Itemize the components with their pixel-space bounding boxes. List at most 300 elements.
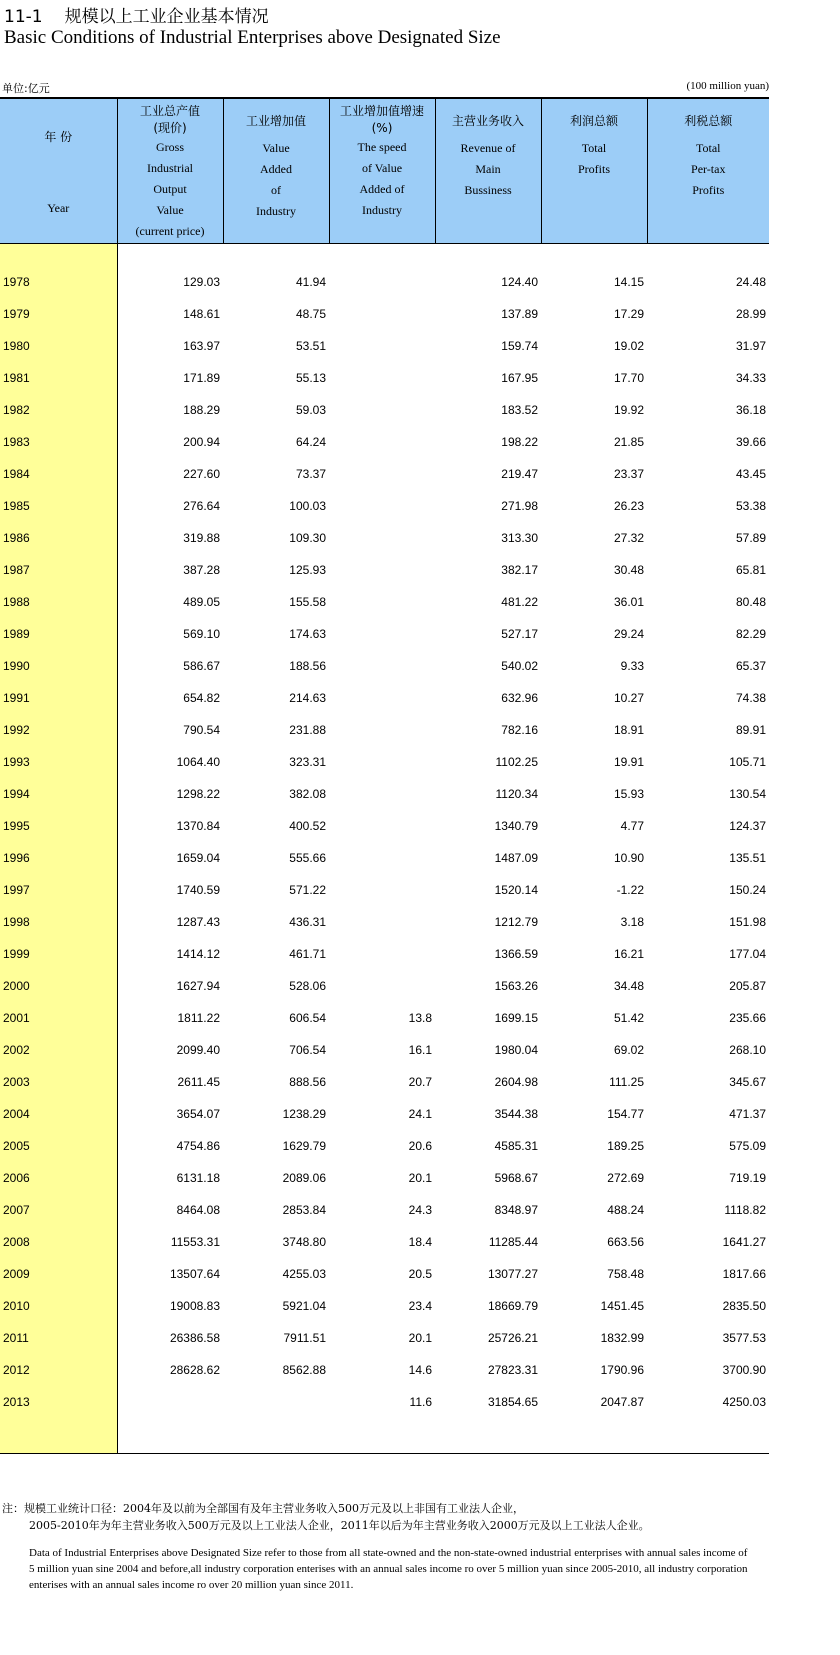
value-cell: [329, 578, 435, 610]
table-row: [0, 1282, 769, 1314]
value-cell: 36.01: [613, 595, 644, 609]
value-cell: 183.52: [501, 403, 538, 417]
value-cell: 1370.84: [176, 819, 220, 833]
value-cell: 80.48: [735, 595, 766, 609]
value-cell: 1790.96: [600, 1363, 644, 1377]
footnote-cn-line1: 注：规模工业统计口径：2004年及以前为全部国有及年主营业务收入500万元及以上非国有工业法人企业，: [2, 1502, 524, 1515]
data-table: [0, 97, 769, 1454]
value-cell: [329, 770, 435, 802]
value-cell: 5921.04: [282, 1299, 326, 1313]
table-row: [0, 674, 769, 706]
column-header-en: Total Per-tax Profits: [691, 141, 726, 197]
table-row: [0, 930, 769, 962]
value-cell: 2611.45: [177, 1075, 220, 1089]
value-cell: 189.25: [607, 1139, 644, 1153]
value-cell: 1641.27: [722, 1235, 766, 1249]
value-cell: 198.22: [501, 435, 538, 449]
value-cell: 14.6: [408, 1363, 432, 1377]
unit-label-chinese: 单位:亿元: [2, 82, 50, 95]
value-cell: 17.29: [613, 307, 644, 321]
value-cell: 1340.79: [494, 819, 538, 833]
year-cell: 1997: [0, 866, 117, 898]
value-cell: [329, 642, 435, 674]
year-cell: 1989: [0, 610, 117, 642]
value-cell: 1832.99: [600, 1331, 644, 1345]
value-cell: 1118.82: [724, 1203, 766, 1217]
value-cell: 13507.64: [169, 1267, 220, 1281]
value-cell: 790.54: [183, 723, 220, 737]
value-cell: 48.75: [295, 307, 326, 321]
value-cell: 1699.15: [494, 1011, 538, 1025]
value-cell: [329, 354, 435, 386]
value-cell: 171.89: [183, 371, 220, 385]
year-cell: 2007: [0, 1186, 117, 1218]
table-row: [0, 770, 769, 802]
value-cell: 89.91: [735, 723, 766, 737]
column-header-cn: 主营业务收入: [451, 114, 524, 128]
value-cell: 23.37: [613, 467, 644, 481]
table-title-chinese: [4, 2, 269, 27]
year-cell: 1994: [0, 770, 117, 802]
value-cell: 150.24: [729, 883, 766, 897]
year-cell: 2010: [0, 1282, 117, 1314]
table-row: [0, 1378, 769, 1410]
value-cell: 5968.67: [494, 1171, 538, 1185]
column-header-cn: 年 份: [44, 130, 73, 144]
value-cell: 20.1: [408, 1171, 432, 1185]
value-cell: 1659.04: [176, 851, 220, 865]
table-row: [0, 418, 769, 450]
year-cell: 2000: [0, 962, 117, 994]
value-cell: 65.81: [735, 563, 766, 577]
value-cell: 26386.58: [169, 1331, 220, 1345]
value-cell: 18.4: [408, 1235, 432, 1249]
footnote-chinese: [2, 1500, 749, 1534]
value-cell: 137.89: [501, 307, 538, 321]
spacer-row: [0, 243, 769, 258]
value-cell: 53.51: [295, 339, 326, 353]
value-cell: 1287.43: [176, 915, 220, 929]
value-cell: 8464.08: [176, 1203, 220, 1217]
column-header-revenue: [435, 98, 541, 243]
year-cell: 2013: [0, 1378, 117, 1410]
table-row: [0, 1250, 769, 1282]
value-cell: 1811.22: [177, 1011, 220, 1025]
year-cell: 1980: [0, 322, 117, 354]
value-cell: 27.32: [613, 531, 644, 545]
table-row: [0, 802, 769, 834]
value-cell: 436.31: [289, 915, 326, 929]
value-cell: 4255.03: [282, 1267, 326, 1281]
year-cell: 1978: [0, 258, 117, 290]
value-cell: 16.1: [408, 1043, 432, 1057]
column-header-total-profits: [541, 98, 647, 243]
value-cell: [223, 1378, 329, 1410]
value-cell: 11.6: [409, 1395, 432, 1409]
value-cell: 1414.12: [176, 947, 220, 961]
value-cell: 663.56: [607, 1235, 644, 1249]
year-cell: 2012: [0, 1346, 117, 1378]
value-cell: 888.56: [289, 1075, 326, 1089]
header-row: [0, 98, 769, 243]
table-row: [0, 1346, 769, 1378]
value-cell: 654.82: [183, 691, 220, 705]
value-cell: 231.88: [289, 723, 326, 737]
unit-label-english: (100 million yuan): [686, 80, 769, 92]
value-cell: 20.1: [408, 1331, 432, 1345]
year-cell: 1981: [0, 354, 117, 386]
value-cell: 3.18: [620, 915, 644, 929]
value-cell: 20.6: [408, 1139, 432, 1153]
table-number: 11-1: [4, 7, 43, 27]
column-header-en: Total Profits: [577, 141, 610, 176]
value-cell: 4754.86: [176, 1139, 220, 1153]
value-cell: 706.54: [289, 1043, 326, 1057]
table-row: [0, 290, 769, 322]
table-body: [0, 243, 769, 1453]
value-cell: 20.7: [408, 1075, 432, 1089]
value-cell: 3654.07: [176, 1107, 220, 1121]
value-cell: 319.88: [183, 531, 220, 545]
value-cell: [329, 450, 435, 482]
value-cell: 1740.59: [176, 883, 220, 897]
column-header-value-added-speed: [329, 98, 435, 243]
value-cell: 18669.79: [487, 1299, 538, 1313]
value-cell: 30.48: [613, 563, 644, 577]
value-cell: 124.40: [501, 275, 538, 289]
year-cell: 2004: [0, 1090, 117, 1122]
value-cell: 4585.31: [494, 1139, 538, 1153]
value-cell: 148.61: [183, 307, 220, 321]
table-row: [0, 610, 769, 642]
value-cell: 10.90: [613, 851, 644, 865]
value-cell: -1.22: [616, 883, 644, 897]
end-spacer-row: [0, 1410, 769, 1453]
year-cell: 1990: [0, 642, 117, 674]
table-row: [0, 1314, 769, 1346]
table-row: [0, 1186, 769, 1218]
value-cell: 59.03: [295, 403, 326, 417]
year-cell: 2001: [0, 994, 117, 1026]
value-cell: 24.1: [408, 1107, 432, 1121]
table-row: [0, 1026, 769, 1058]
value-cell: 15.93: [613, 787, 644, 801]
column-header-cn: 工业增加值增速 (%): [339, 104, 424, 135]
value-cell: 130.54: [729, 787, 766, 801]
table-row: [0, 258, 769, 290]
value-cell: 782.16: [501, 723, 538, 737]
value-cell: 1212.79: [494, 915, 538, 929]
value-cell: 3544.38: [494, 1107, 538, 1121]
value-cell: 27823.31: [487, 1363, 538, 1377]
value-cell: 174.63: [289, 627, 326, 641]
value-cell: [329, 258, 435, 290]
value-cell: 555.66: [289, 851, 326, 865]
value-cell: 21.85: [613, 435, 644, 449]
footnotes: [2, 1500, 749, 1593]
column-header-en: Year: [47, 201, 70, 215]
value-cell: 20.5: [408, 1267, 432, 1281]
value-cell: 8562.88: [282, 1363, 326, 1377]
footnote-cn-line2: 2005-2010年为年主营业务收入500万元及以上工业法人企业，2011年以后为年主营业务收入2000万元及以上工业法人企业。: [29, 1519, 650, 1532]
value-cell: 276.64: [183, 499, 220, 513]
value-cell: 1238.29: [282, 1107, 326, 1121]
year-cell: 1986: [0, 514, 117, 546]
column-header-pretax-profits: [647, 98, 769, 243]
value-cell: 159.74: [501, 339, 538, 353]
year-cell: 1988: [0, 578, 117, 610]
value-cell: 382.08: [289, 787, 326, 801]
value-cell: 1627.94: [176, 979, 220, 993]
value-cell: 64.24: [295, 435, 326, 449]
value-cell: 313.30: [501, 531, 538, 545]
value-cell: 1298.22: [176, 787, 220, 801]
value-cell: [329, 802, 435, 834]
table-row: [0, 1122, 769, 1154]
value-cell: 387.28: [183, 563, 220, 577]
value-cell: 109.30: [289, 531, 326, 545]
value-cell: 69.02: [613, 1043, 644, 1057]
value-cell: 4250.03: [722, 1395, 766, 1409]
table-row: [0, 1090, 769, 1122]
year-cell: 1982: [0, 386, 117, 418]
year-cell: 1979: [0, 290, 117, 322]
value-cell: 10.27: [613, 691, 644, 705]
value-cell: 74.38: [735, 691, 766, 705]
value-cell: [329, 706, 435, 738]
table-title-english: Basic Conditions of Industrial Enterprises above Designated Size: [4, 27, 501, 48]
value-cell: 1563.26: [494, 979, 538, 993]
value-cell: 586.67: [183, 659, 220, 673]
value-cell: 11553.31: [170, 1235, 220, 1249]
year-cell: 1987: [0, 546, 117, 578]
value-cell: 28628.62: [169, 1363, 220, 1377]
table-row: [0, 642, 769, 674]
value-cell: 19.92: [613, 403, 644, 417]
value-cell: 606.54: [289, 1011, 326, 1025]
value-cell: 527.17: [501, 627, 538, 641]
value-cell: 43.45: [735, 467, 766, 481]
table-row: [0, 1154, 769, 1186]
value-cell: 14.15: [613, 275, 644, 289]
value-cell: 125.93: [289, 563, 326, 577]
value-cell: 1102.25: [495, 755, 538, 769]
value-cell: 53.38: [735, 499, 766, 513]
value-cell: 489.05: [183, 595, 220, 609]
value-cell: 3748.80: [282, 1235, 326, 1249]
value-cell: 25726.21: [487, 1331, 538, 1345]
value-cell: [329, 962, 435, 994]
table-row: [0, 546, 769, 578]
value-cell: 34.33: [735, 371, 766, 385]
year-cell: 1996: [0, 834, 117, 866]
year-cell: 2011: [0, 1314, 117, 1346]
year-cell: 1984: [0, 450, 117, 482]
year-cell: 1993: [0, 738, 117, 770]
value-cell: [329, 322, 435, 354]
value-cell: 569.10: [183, 627, 220, 641]
value-cell: 6131.18: [176, 1171, 220, 1185]
table-row: [0, 706, 769, 738]
column-header-cn: 工业增加值: [245, 114, 306, 128]
value-cell: 719.19: [729, 1171, 766, 1185]
value-cell: 24.48: [735, 275, 766, 289]
value-cell: 26.23: [613, 499, 644, 513]
value-cell: 2089.06: [282, 1171, 326, 1185]
table-row: [0, 514, 769, 546]
value-cell: 758.48: [607, 1267, 644, 1281]
table-row: [0, 322, 769, 354]
column-header-cn: 利润总额: [569, 114, 618, 128]
value-cell: 18.91: [613, 723, 644, 737]
table-row: [0, 738, 769, 770]
year-cell: 2008: [0, 1218, 117, 1250]
table-row: [0, 482, 769, 514]
value-cell: 19.91: [613, 755, 644, 769]
value-cell: 155.58: [289, 595, 326, 609]
value-cell: 575.09: [729, 1139, 766, 1153]
value-cell: 111.25: [609, 1075, 644, 1089]
value-cell: 16.21: [613, 947, 644, 961]
value-cell: [329, 738, 435, 770]
value-cell: 13.8: [408, 1011, 432, 1025]
year-cell: 2002: [0, 1026, 117, 1058]
value-cell: 29.24: [613, 627, 644, 641]
value-cell: 9.33: [620, 659, 644, 673]
value-cell: 28.99: [735, 307, 766, 321]
footnote-english: Data of Industrial Enterprises above Designated Size refer to those from all state-owned and the non-state-owned industrial enterprises with annual sales income of 5 million yuan sine 2004 and before,all industry corporation enterises with an annual sales income ro over 5 million yuan since 2005-2010, all industry corporation enterises with an annual sales income ro over 20 million yuan since 2011.: [29, 1547, 748, 1591]
column-header-en: The speed of Value Added of Industry: [357, 140, 407, 217]
value-cell: 73.37: [295, 467, 326, 481]
value-cell: 177.04: [729, 947, 766, 961]
value-cell: 57.89: [735, 531, 766, 545]
table-row: [0, 834, 769, 866]
value-cell: 2853.84: [282, 1203, 326, 1217]
value-cell: [329, 418, 435, 450]
value-cell: 129.03: [183, 275, 220, 289]
value-cell: 135.51: [729, 851, 766, 865]
value-cell: 272.69: [607, 1171, 644, 1185]
value-cell: 55.13: [295, 371, 326, 385]
value-cell: 105.71: [729, 755, 766, 769]
value-cell: [329, 866, 435, 898]
column-header-en: Revenue of Main Bussiness: [460, 141, 516, 197]
column-header-year: [0, 98, 117, 243]
value-cell: 2835.50: [722, 1299, 766, 1313]
value-cell: 3700.90: [722, 1363, 766, 1377]
value-cell: 4.77: [620, 819, 644, 833]
value-cell: 19008.83: [169, 1299, 220, 1313]
value-cell: 571.22: [289, 883, 326, 897]
value-cell: 151.98: [729, 915, 766, 929]
value-cell: 235.66: [729, 1011, 766, 1025]
value-cell: 39.66: [735, 435, 766, 449]
table-row: [0, 386, 769, 418]
table-row: [0, 450, 769, 482]
column-header-cn: 工业总产值 (现价): [139, 104, 200, 135]
value-cell: 24.3: [408, 1203, 432, 1217]
column-header-en: Gross Industrial Output Value (current price): [135, 140, 205, 238]
value-cell: 82.29: [735, 627, 766, 641]
value-cell: 488.24: [607, 1203, 644, 1217]
column-header-value-added: [223, 98, 329, 243]
year-cell: 1992: [0, 706, 117, 738]
value-cell: 400.52: [289, 819, 326, 833]
year-cell: 1991: [0, 674, 117, 706]
year-cell: 1998: [0, 898, 117, 930]
value-cell: 345.67: [729, 1075, 766, 1089]
year-cell: 2009: [0, 1250, 117, 1282]
value-cell: 1520.14: [494, 883, 538, 897]
year-cell: 1983: [0, 418, 117, 450]
value-cell: 17.70: [613, 371, 644, 385]
value-cell: 11285.44: [488, 1235, 538, 1249]
value-cell: 1451.45: [600, 1299, 644, 1313]
value-cell: 2099.40: [176, 1043, 220, 1057]
value-cell: 3577.53: [722, 1331, 766, 1345]
value-cell: 471.37: [729, 1107, 766, 1121]
value-cell: 8348.97: [494, 1203, 538, 1217]
value-cell: 51.42: [613, 1011, 644, 1025]
value-cell: 23.4: [408, 1299, 432, 1313]
value-cell: 124.37: [729, 819, 766, 833]
year-cell: 1995: [0, 802, 117, 834]
title-chinese-text: 规模以上工业企业基本情况: [64, 7, 269, 27]
value-cell: 382.17: [501, 563, 538, 577]
year-cell: 1985: [0, 482, 117, 514]
value-cell: 528.06: [289, 979, 326, 993]
value-cell: [329, 290, 435, 322]
table-row: [0, 866, 769, 898]
table-row: [0, 1218, 769, 1250]
value-cell: 188.29: [183, 403, 220, 417]
value-cell: 2604.98: [494, 1075, 538, 1089]
value-cell: 34.48: [613, 979, 644, 993]
value-cell: 31.97: [735, 339, 766, 353]
year-cell: 2003: [0, 1058, 117, 1090]
value-cell: 540.02: [501, 659, 538, 673]
value-cell: 2047.87: [600, 1395, 644, 1409]
value-cell: [117, 1378, 223, 1410]
value-cell: 632.96: [501, 691, 538, 705]
table-row: [0, 578, 769, 610]
value-cell: 200.94: [183, 435, 220, 449]
value-cell: 65.37: [735, 659, 766, 673]
value-cell: 154.77: [607, 1107, 644, 1121]
value-cell: 100.03: [289, 499, 326, 513]
value-cell: 227.60: [183, 467, 220, 481]
value-cell: 167.95: [501, 371, 538, 385]
value-cell: [329, 546, 435, 578]
value-cell: 205.87: [729, 979, 766, 993]
value-cell: 1817.66: [722, 1267, 766, 1281]
value-cell: 188.56: [289, 659, 326, 673]
value-cell: 1980.04: [494, 1043, 538, 1057]
table-row: [0, 354, 769, 386]
table-row: [0, 1058, 769, 1090]
year-cell: 2005: [0, 1122, 117, 1154]
year-cell: 1999: [0, 930, 117, 962]
value-cell: 13077.27: [487, 1267, 538, 1281]
table-row: [0, 898, 769, 930]
value-cell: 41.94: [295, 275, 326, 289]
value-cell: [329, 674, 435, 706]
value-cell: 1120.34: [495, 787, 538, 801]
value-cell: [329, 610, 435, 642]
value-cell: 461.71: [289, 947, 326, 961]
value-cell: 1487.09: [494, 851, 538, 865]
value-cell: 268.10: [729, 1043, 766, 1057]
